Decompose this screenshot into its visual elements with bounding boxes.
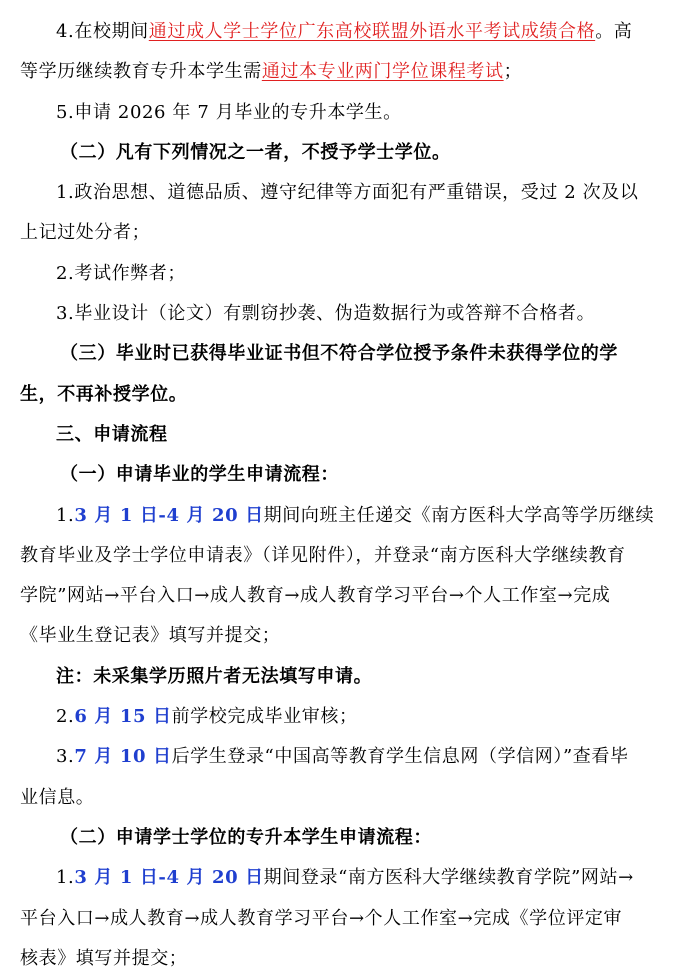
graduation-step-2-text: 前学校完成毕业审核；: [171, 706, 358, 728]
graduation-step-1-number: 1.: [56, 504, 75, 526]
condition-4-prefix: 4.在校期间: [56, 21, 149, 42]
condition-4-suffix: 。高: [595, 21, 633, 42]
graduation-flow-heading: （一）申请毕业的学生申请流程：: [60, 464, 339, 486]
degree-step-1-text: 期间登录“南方医科大学继续教育学院”网站→: [263, 867, 634, 889]
graduation-step-2: [20, 697, 656, 737]
degree-course-exam-requirement: 通过本专业两门学位课程考试: [261, 61, 504, 83]
photo-note: 注：未采集学历照片者无法填写申请。: [56, 665, 373, 687]
condition-4-line-1: [20, 12, 656, 52]
condition-5: 5.申请 2026 年 7 月毕业的专升本学生。: [56, 101, 402, 123]
degree-step-1-number: 1.: [56, 867, 75, 889]
exclusion-2: 2.考试作弊者；: [56, 262, 186, 284]
graduation-step-2-number: 2.: [56, 706, 75, 728]
degree-flow-heading: （二）申请学士学位的专升本学生申请流程：: [60, 826, 432, 848]
graduation-step-2-date: 6 月 15 日: [74, 706, 172, 728]
section-3-line-2: 生，不再补授学位。: [20, 383, 188, 405]
section-3-line-1: （三）毕业时已获得毕业证书但不符合学位授予条件未获得学位的学: [60, 343, 618, 365]
condition-4-line-2-prefix: 等学历继续教育专升本学生需: [20, 61, 262, 83]
exclusion-1-line-2: 上记过处分者；: [20, 222, 151, 244]
condition-4-line-2: [20, 52, 656, 92]
section-2-heading: （二）凡有下列情况之一者，不授予学士学位。: [60, 141, 451, 163]
graduation-step-3-line-2: 业信息。: [20, 786, 95, 808]
graduation-step-1-line-2: 教育毕业及学士学位申请表》（详见附件），并登录“南方医科大学继续教育: [20, 544, 626, 566]
degree-step-1-date: 3 月 1 日-4 月 20 日: [74, 867, 264, 889]
graduation-step-3-line-1: [20, 737, 656, 777]
graduation-step-3-number: 3.: [56, 746, 75, 768]
graduation-step-1-line-3: 学院”网站→平台入口→成人教育→成人教育学习平台→个人工作室→完成: [20, 585, 611, 607]
graduation-step-1-text: 期间向班主任递交《南方医科大学高等学历继续: [263, 504, 655, 526]
graduation-step-1-line-1: [20, 496, 656, 536]
degree-step-1-line-1: [20, 858, 656, 898]
graduation-step-1-line-4: 《毕业生登记表》填写并提交；: [20, 625, 281, 647]
condition-4-line-2-suffix: ；: [503, 61, 523, 83]
graduation-step-3-date: 7 月 10 日: [74, 746, 172, 768]
exclusion-1-line-1: 1.政治思想、道德品质、遵守纪律等方面犯有严重错误，受过 2 次及以: [56, 182, 639, 204]
part-3-heading: 三、申请流程: [56, 423, 168, 445]
graduation-step-1-date: 3 月 1 日-4 月 20 日: [74, 504, 264, 526]
graduation-step-3-text: 后学生登录“中国高等教育学生信息网（学信网）”查看毕: [171, 746, 629, 768]
degree-step-1-line-3: 核表》填写并提交；: [20, 947, 188, 969]
foreign-language-exam-requirement: 通过成人学士学位广东高校联盟外语水平考试成绩合格: [148, 21, 596, 42]
degree-step-1-line-2: 平台入口→成人教育→成人教育学习平台→个人工作室→完成《学位评定审: [20, 907, 623, 929]
exclusion-3: 3.毕业设计（论文）有剽窃抄袭、伪造数据行为或答辩不合格者。: [56, 303, 596, 325]
